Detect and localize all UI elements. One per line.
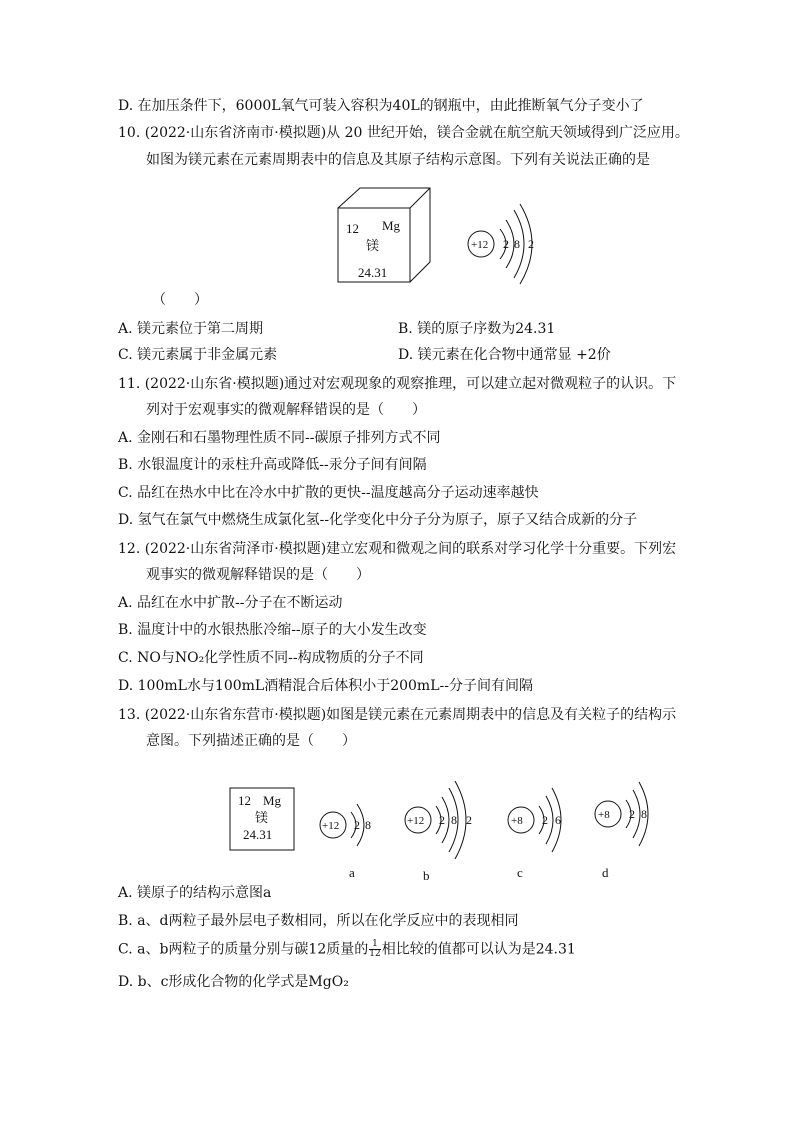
q13-cell-name: 镁 xyxy=(255,810,269,825)
q13-option-c-fraction xyxy=(369,940,380,959)
q13-a-shell1: 2 xyxy=(354,818,360,832)
q10-cell-symbol: Mg xyxy=(382,218,401,233)
q13-a-nucleus: +12 xyxy=(322,820,340,832)
q13-d-label: d xyxy=(602,865,609,880)
q13-option-b: B. a、d两粒子最外层电子数相同，所以在化学反应中的表现相同 xyxy=(118,913,519,929)
q10-cell-number: 12 xyxy=(346,221,359,236)
q13-b-shell2: 8 xyxy=(451,813,457,827)
q13-stem-line1: 13. (2022·山东省东营市·模拟题)如图是镁元素在元素周期表中的信息及有关粒子的结构示 xyxy=(118,707,677,723)
q10-shell2: 8 xyxy=(514,237,520,251)
q13-option-a: A. 镁原子的结构示意图a xyxy=(118,885,272,901)
q13-option-d: D. b、c形成化合物的化学式是MgO₂ xyxy=(118,974,349,990)
q13-option-c-suffix: 相比较的值都可以认为是24.31 xyxy=(381,941,576,958)
q13-b-label: b xyxy=(423,868,430,883)
q11-option-b: B. 水银温度计的汞柱升高或降低--汞分子间有间隔 xyxy=(118,457,427,473)
q12-stem-line2: 观事实的微观解释错误的是（ ） xyxy=(146,567,370,583)
q13-option-c-prefix: C. a、b两粒子的质量分别与碳12质量的 xyxy=(118,941,369,958)
q10-shell1: 2 xyxy=(503,237,509,251)
q10-option-b: B. 镁的原子序数为24.31 xyxy=(398,321,556,337)
q13-c-nucleus: +8 xyxy=(511,815,523,827)
q13-cell-mass: 24.31 xyxy=(243,827,273,842)
q12-option-c: C. NO与NO₂化学性质不同--构成物质的分子不同 xyxy=(118,650,424,666)
q13-figure xyxy=(225,770,665,890)
q11-option-a: A. 金刚石和石墨物理性质不同--碳原子排列方式不同 xyxy=(118,430,441,446)
q13-b-nucleus: +12 xyxy=(407,815,425,827)
q13-option-c xyxy=(118,940,576,959)
q10-figure xyxy=(330,186,550,296)
q11-option-d: D. 氢气在氯气中燃烧生成氯化氢--化学变化中分子分为原子，原子又结合成新的分子 xyxy=(118,512,638,528)
q11-stem-line1: 11. (2022·山东省·模拟题)通过对宏观现象的观察推理，可以建立起对微观粒子的认识。下 xyxy=(118,376,677,392)
q9-option-d: D. 在加压条件下，6000L氧气可装入容积为40L的钢瓶中，由此推断氧气分子变小了 xyxy=(118,98,644,114)
q13-fraction-numerator: 1 xyxy=(369,940,380,950)
q13-d-shell2: 8 xyxy=(641,807,647,821)
q10-stem-line2: 如图为镁元素在元素周期表中的信息及其原子结构示意图。下列有关说法正确的是 xyxy=(146,152,650,168)
q10-option-d: D. 镁元素在化合物中通常显 +2价 xyxy=(398,347,611,363)
q11-stem-line2: 列对于宏观事实的微观解释错误的是（ ） xyxy=(146,402,426,418)
q13-d-nucleus: +8 xyxy=(598,809,610,821)
q12-option-d: D. 100mL水与100mL酒精混合后体积小于200mL--分子间有间隔 xyxy=(118,678,533,694)
q10-stem-line1: 10. (2022·山东省济南市·模拟题)从 20 世纪开始，镁合金就在航空航天领域得到广泛应用。 xyxy=(118,125,689,141)
q13-particle-d xyxy=(595,782,648,880)
q13-cell-symbol: Mg xyxy=(263,793,282,808)
q13-a-shell2: 8 xyxy=(365,818,371,832)
q10-answer-blank: （ ） xyxy=(152,292,208,308)
q13-c-label: c xyxy=(517,865,523,880)
q12-stem-line1: 12. (2022·山东省菏泽市·模拟题)建立宏观和微观之间的联系对学习化学十分重要。下列宏 xyxy=(118,541,677,557)
q13-a-label: a xyxy=(349,865,355,880)
q13-b-shell1: 2 xyxy=(439,813,445,827)
q13-fraction-denominator: 12 xyxy=(369,949,381,959)
q13-particle-c xyxy=(508,788,561,880)
q10-shell3: 2 xyxy=(528,237,534,251)
q13-c-shell1: 2 xyxy=(542,813,548,827)
q13-cell-number: 12 xyxy=(238,793,251,808)
q12-option-b: B. 温度计中的水银热胀冷缩--原子的大小发生改变 xyxy=(118,622,427,638)
q10-cell-name: 镁 xyxy=(366,238,380,253)
q11-option-c: C. 品红在热水中比在冷水中扩散的更快--温度越高分子运动速率越快 xyxy=(118,485,539,501)
q12-option-a: A. 品红在水中扩散--分子在不断运动 xyxy=(118,595,343,611)
q13-particle-a xyxy=(320,804,371,880)
q13-d-shell1: 2 xyxy=(629,807,635,821)
q13-b-shell3: 2 xyxy=(466,813,472,827)
q10-option-c: C. 镁元素属于非金属元素 xyxy=(118,347,278,363)
q10-nucleus-charge: +12 xyxy=(471,239,489,251)
q13-c-shell2: 6 xyxy=(555,813,561,827)
q10-cell-mass: 24.31 xyxy=(358,265,388,280)
q10-option-a: A. 镁元素位于第二周期 xyxy=(118,321,264,337)
q13-stem-line2: 意图。下列描述正确的是（ ） xyxy=(146,733,356,749)
q13-particle-b xyxy=(405,781,472,883)
